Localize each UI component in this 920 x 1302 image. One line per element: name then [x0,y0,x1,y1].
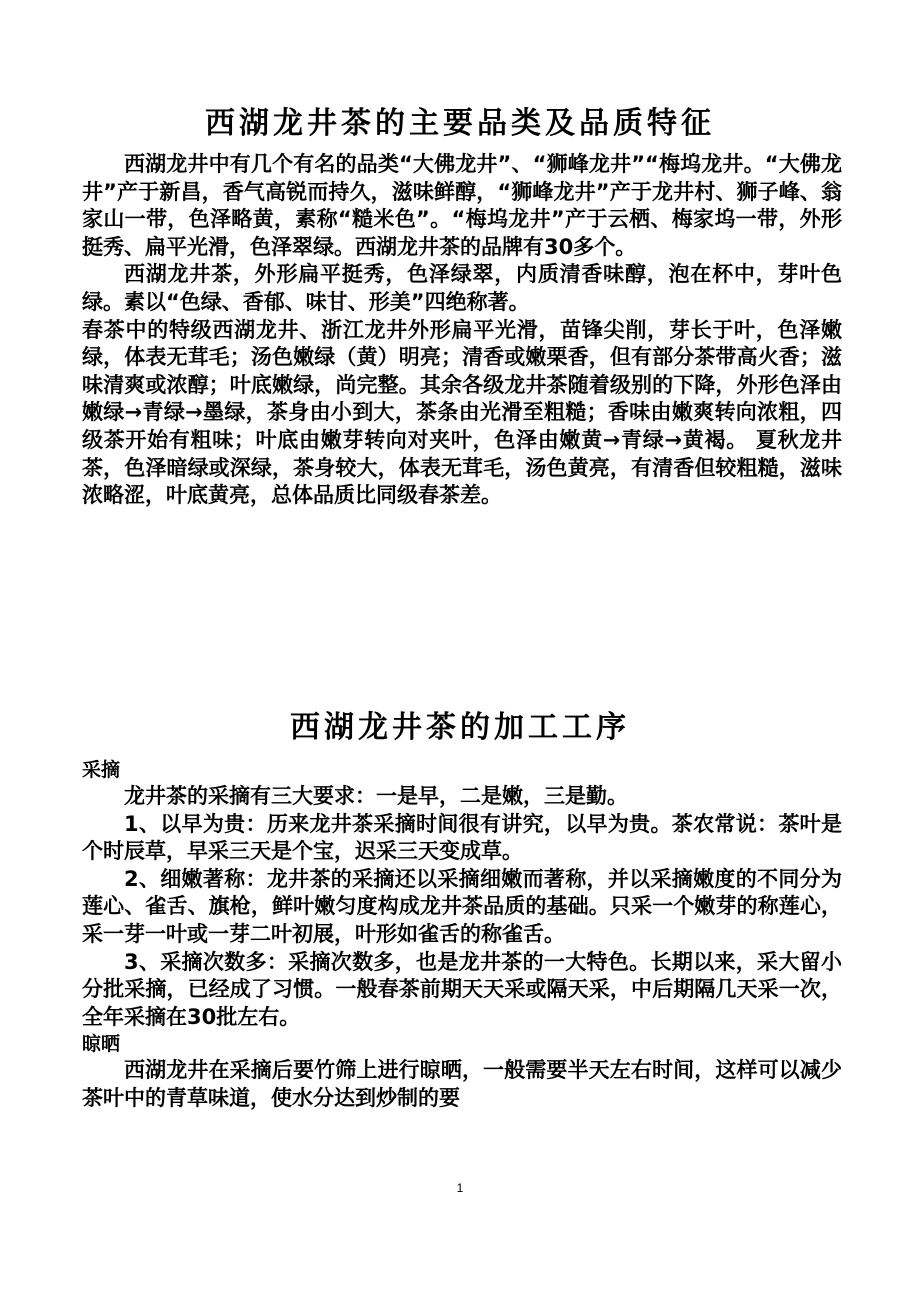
paragraph-tender-picking: 2、细嫩著称：龙井茶的采摘还以采摘细嫩而著称，并以采摘嫩度的不同分为莲心、雀舌、旗枪，鲜叶嫩匀度构成龙井茶品质的基础。只采一个嫩芽的称莲心，采一芽一叶或一芽二叶初展，叶形如雀舌的称雀舌。 [82,866,842,946]
subheading-picking: 采摘 [82,759,121,781]
paragraph-picking-requirements: 龙井茶的采摘有三大要求：一是早，二是嫩，三是勤。 [124,784,628,808]
paragraph-picking-frequency: 3、采摘次数多：采摘次数多，也是龙井茶的一大特色。长期以来，采大留小分批采摘，已经成了习惯。一般春茶前期天天采或隔天采，中后期隔几天采一次，全年采摘在30批左右。 [82,949,842,1029]
paragraph-early-picking: 1、以早为贵：历来龙井茶采摘时间很有讲究，以早为贵。茶农常说：茶叶是个时辰草，早采三天是个宝，迟采三天变成草。 [82,811,842,864]
paragraph-appearance: 西湖龙井茶，外形扁平挺秀，色泽绿翠，内质清香味醇，泡在杯中，芽叶色绿。素以“色绿、香郁、味甘、形美”四绝称著。 [82,262,842,314]
section-title-processing: 西湖龙井茶的加工工序 [290,710,630,745]
paragraph-variety-names: 西湖龙井中有几个有名的品类“大佛龙井”、“狮峰龙井”“梅坞龙井。“大佛龙井”产于新昌，香气高锐而持久，滋味鲜醇，“狮峰龙井”产于龙井村、狮子峰、翁家山一带，色泽略黄，素称“糙米色”。“梅坞龙井”产于云栖、梅家坞一带，外形挺秀、扁平光滑，色泽翠绿。西湖龙井茶的品牌有30多个。 [82,152,842,259]
subheading-drying: 晾晒 [82,1033,121,1056]
paragraph-grade-quality: 春茶中的特级西湖龙井、浙江龙井外形扁平光滑，苗锋尖削，芽长于叶，色泽嫩绿，体表无茸毛；汤色嫩绿（黄）明亮；清香或嫩栗香，但有部分茶带高火香；滋味清爽或浓醇；叶底嫩绿，尚完整。其余各级龙井茶随着级别的下降，外形色泽由嫩绿→青绿→墨绿，茶身由小到大，茶条由光滑至粗糙；香味由嫩爽转向浓粗，四级茶开始有粗味；叶底由嫩芽转向对夹叶，色泽由嫩黄→青绿→黄褐。 夏秋龙井茶，色泽暗绿或深绿，茶身较大，体表无茸毛，汤色黄亮，有清香但较粗糙，滋味浓略涩，叶底黄亮，总体品质比同级春茶差。 [82,317,842,508]
page-number: 1 [456,1181,464,1195]
paragraph-drying: 西湖龙井在采摘后要竹筛上进行晾晒，一般需要半天左右时间，这样可以减少茶叶中的青草味道，使水分达到炒制的要 [82,1058,842,1110]
section-varieties-body [82,151,842,510]
section-title-varieties: 西湖龙井茶的主要品类及品质特征 [205,106,715,141]
section-processing-body [82,757,842,1113]
